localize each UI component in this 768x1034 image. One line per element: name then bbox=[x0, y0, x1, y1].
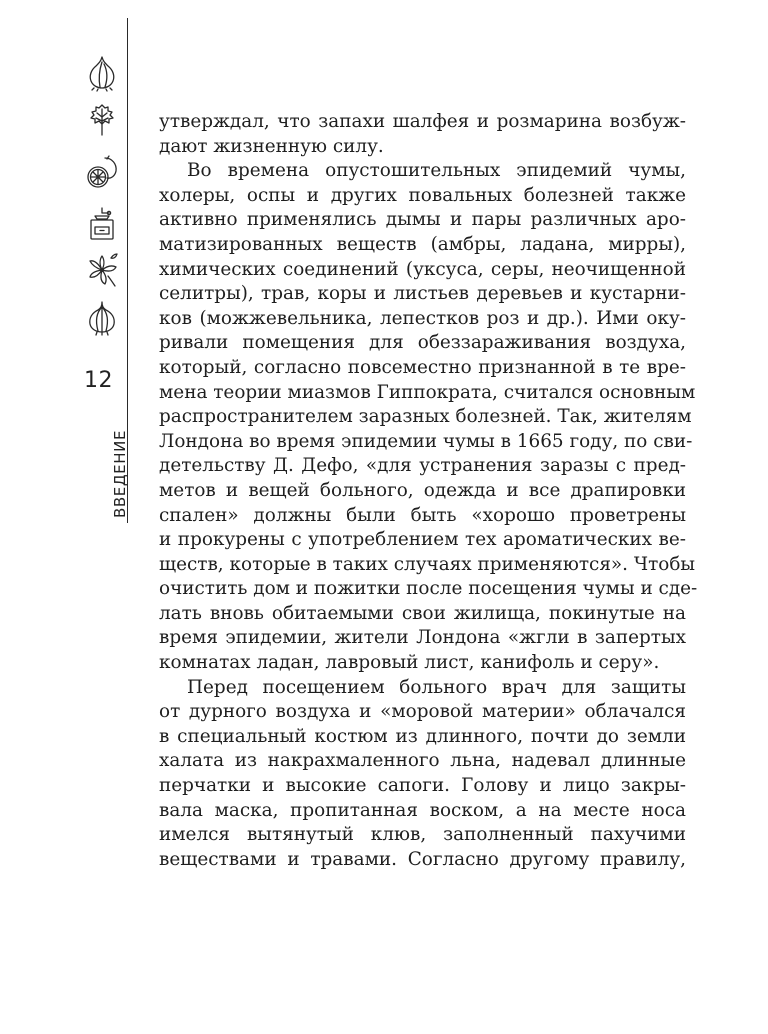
text-line: метов и вещей больного, одежда и все драпировки bbox=[159, 479, 686, 501]
lemon-icon bbox=[82, 152, 122, 192]
text-line: Перед посещением больного врач для защиты bbox=[187, 676, 686, 698]
text-line: перчатки и высокие сапоги. Голову и лицо закры- bbox=[159, 775, 686, 797]
text-line: очистить дом и пожитки после посещения чумы и сде- bbox=[159, 578, 698, 600]
text-line: веществами и травами. Согласно другому правилу, bbox=[159, 848, 686, 870]
text-line: Лондона во время эпидемии чумы в 1665 году, по сви- bbox=[159, 430, 693, 452]
page-number: 12 bbox=[84, 368, 113, 393]
star-anise-flower-icon bbox=[82, 250, 122, 290]
text-line: вала маска, пропитанная воском, а на месте носа bbox=[159, 799, 686, 821]
text-line: распространителем заразных болезней. Так, жителям bbox=[159, 406, 692, 428]
body-text bbox=[159, 110, 698, 872]
garlic-icon bbox=[82, 52, 122, 92]
onion-icon bbox=[82, 298, 122, 338]
text-line: лать вновь обитаемыми свои жилища, покинутые на bbox=[159, 602, 686, 624]
text-line: который, согласно повсеместно признанной в те вре- bbox=[159, 356, 686, 378]
text-line: ков (можжевельника, лепестков роз и др.). Ими оку- bbox=[159, 307, 686, 329]
text-line: халата из накрахмаленного льна, надевал длинные bbox=[159, 750, 686, 772]
text-line: утверждал, что запахи шалфея и розмарина возбуж- bbox=[159, 111, 686, 132]
spice-grinder-icon bbox=[82, 203, 122, 243]
text-line: ществ, которые в таких случаях применяются». Чтобы bbox=[159, 553, 696, 575]
parsley-icon bbox=[82, 99, 122, 139]
text-line: активно применялись дымы и пары различных аро- bbox=[159, 209, 686, 231]
text-line: от дурного воздуха и «моровой материи» облачался bbox=[159, 701, 686, 723]
text-line: Во времена опустошительных эпидемий чумы, bbox=[187, 160, 686, 182]
text-line: мена теории миазмов Гиппократа, считался основным bbox=[159, 381, 696, 403]
text-line: химических соединений (уксуса, серы, неочищенной bbox=[159, 258, 686, 280]
text-line: ривали помещения для обеззараживания воздуха, bbox=[159, 332, 686, 354]
text-line: время эпидемии, жители Лондона «жгли в запертых bbox=[159, 627, 686, 649]
text-line: в специальный костюм из длинного, почти до земли bbox=[159, 725, 686, 747]
text-line: детельству Д. Дефо, «для устранения заразы с пред- bbox=[159, 455, 686, 477]
text-line: комнатах ладан, лавровый лист, канифоль и серу». bbox=[159, 652, 660, 674]
text-line: холеры, оспы и других повальных болезней также bbox=[159, 184, 686, 206]
running-head: ВВЕДЕНИЕ bbox=[111, 429, 129, 518]
text-line: селитры), трав, коры и листьев деревьев и кустарни- bbox=[159, 283, 686, 305]
text-line: спален» должны были быть «хорошо проветрены bbox=[159, 504, 686, 526]
text-line: дают жизненную силу. bbox=[159, 135, 384, 157]
text-line: имелся вытянутый клюв, заполненный пахучими bbox=[159, 824, 686, 846]
text-line: и прокурены с употреблением тех ароматических ве- bbox=[159, 529, 686, 551]
text-line: матизированных веществ (амбры, ладана, мирры), bbox=[159, 233, 686, 255]
